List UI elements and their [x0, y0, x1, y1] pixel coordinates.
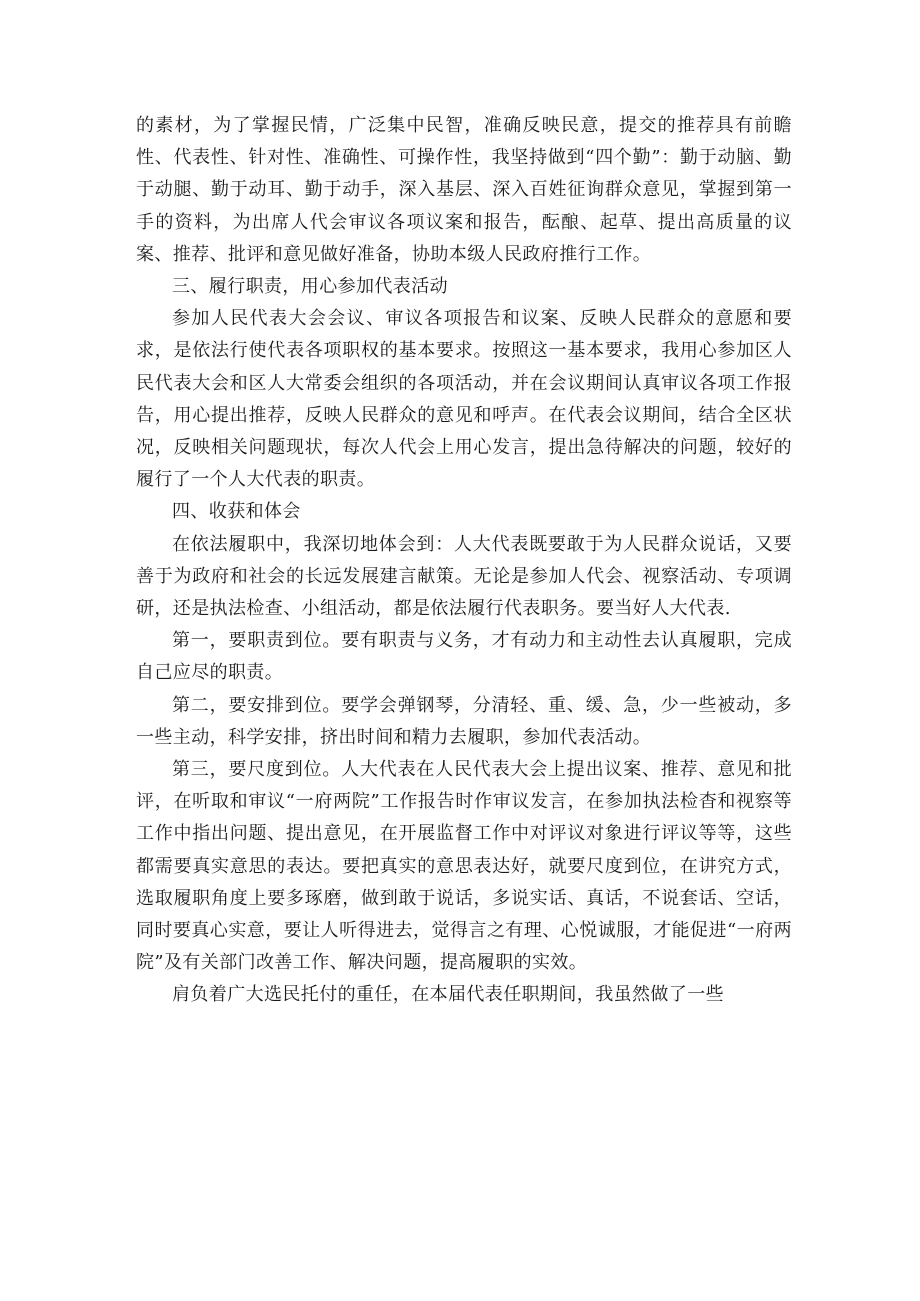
paragraph-point-two: 第二，要安排到位。要学会弹钢琴，分清轻、重、缓、急，少一些被动，多一些主动，科学安排，挤出时间和精力去履职，参加代表活动。 [136, 694, 792, 748]
heading-section-three: 三、履行职责，用心参加代表活动 [172, 276, 448, 298]
paragraph-section-four-body: 在依法履职中，我深切地体会到：人大代表既要敢于为人民群众说话，又要善于为政府和社会的长远发展建言献策。无论是参加人代会、视察活动、专项调研，还是执法检查、小组活动，都是依法履行代表职务。要当好人大代表. [136, 533, 792, 620]
heading-section-four: 四、收获和体会 [172, 501, 301, 523]
paragraph-closing: 肩负着广大选民托付的重任，在本届代表任职期间，我虽然做了一些 [172, 984, 724, 1006]
document-page [136, 110, 792, 1012]
paragraph-point-one: 第一，要职责到位。要有职责与义务，才有动力和主动性去认真履职，完成自己应尽的职责。 [136, 630, 792, 684]
paragraph-point-three: 第三，要尺度到位。人大代表在人民代表大会上提出议案、推荐、意见和批评，在听取和审议“一府两院”工作报告时作审议发言，在参加执法检杳和视察等工作中指出问题、提出意见，在开展监督工作中对评议对象进行评议等等，这些都需要真实意思的表达。要把真实的意思表达好，就要尺度到位，在讲究方式，选取履职角度上要多琢磨，做到敢于说话，多说实话、真话，不说套话、空话，同时要真心实意，要让人听得进去，觉得言之有理、心悦诚服，才能促进“一府两院”及有关部门改善工作、解决问题，提高履职的实效。 [136, 759, 792, 974]
paragraph-section-three-body: 参加人民代表大会会议、审议各项报告和议案、反映人民群众的意愿和要求，是依法行使代表各项职权的基本要求。按照这一基本要求，我用心参加区人民代表大会和区人大常委会组织的各项活动，并在会议期间认真审议各项工作报告，用心提出推荐，反映人民群众的意见和呼声。在代表会议期间，结合全区状况，反映相关问题现状，每次人代会上用心发言，提出急待解决的问题，较好的履行了一个人大代表的职责。 [136, 308, 792, 491]
paragraph-intro-continuation: 的素材，为了掌握民情，广泛集中民智，准确反映民意，提交的推荐具有前瞻性、代表性、针对性、准确性、可操作性，我坚持做到“四个勤”：勤于动脑、勤于动腿、勤于动耳、勤于动手，深入基层、深入百姓征询群众意见，掌握到第一手的资料，为出席人代会审议各项议案和报告，酝酿、起草、提出高质量的议案、推荐、批评和意见做好准备，协助本级人民政府推行工作。 [136, 115, 792, 265]
